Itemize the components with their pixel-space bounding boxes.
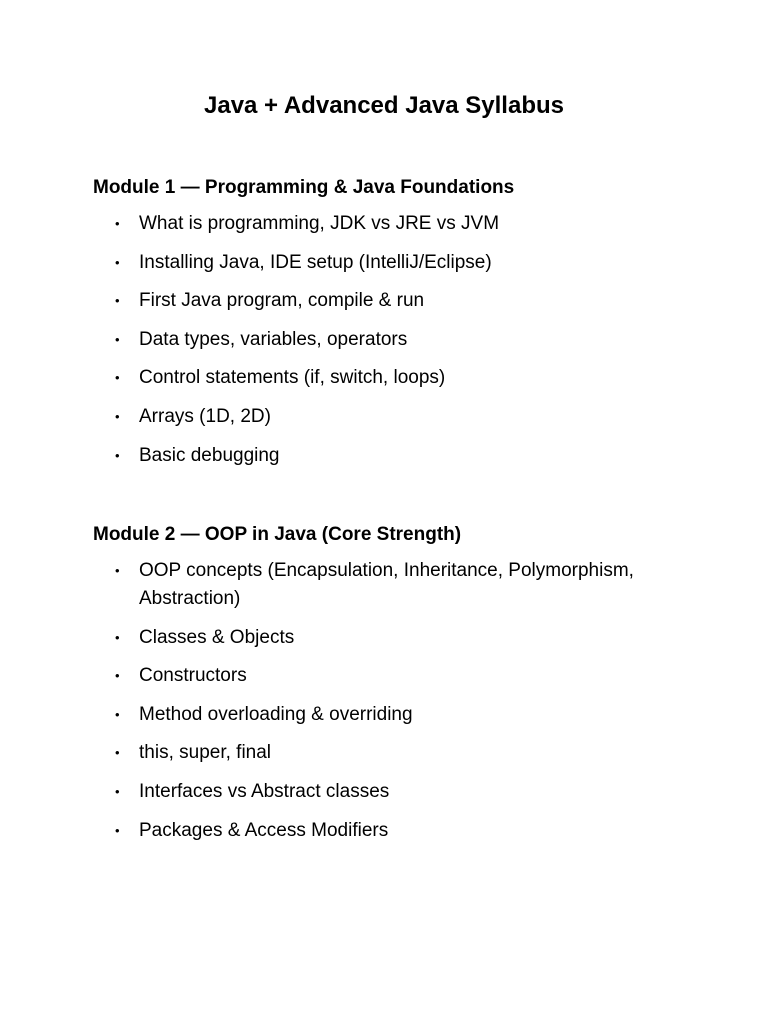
bullet-icon: • <box>115 254 120 270</box>
module-heading: Module 1 — Programming & Java Foundations <box>93 177 515 198</box>
document-title: Java + Advanced Java Syllabus <box>204 92 564 119</box>
topic-item <box>93 701 713 729</box>
topic-item <box>93 662 713 690</box>
topic-text: Constructors <box>139 665 247 687</box>
topic-text: Basic debugging <box>139 444 280 466</box>
bullet-icon: • <box>115 408 120 424</box>
topic-item <box>93 249 713 277</box>
topic-item <box>93 778 713 806</box>
topic-list <box>93 557 713 845</box>
bullet-icon: • <box>115 706 120 722</box>
topic-item <box>93 210 713 238</box>
topic-text: Data types, variables, operators <box>139 328 408 350</box>
topic-item <box>93 287 713 315</box>
module-2-section <box>93 519 713 855</box>
topic-text: this, super, final <box>139 742 272 764</box>
topic-item <box>93 739 713 767</box>
module-heading: Module 2 — OOP in Java (Core Strength) <box>93 524 462 545</box>
topic-text: First Java program, compile & run <box>139 290 425 312</box>
topic-text: Classes & Objects <box>139 626 295 648</box>
bullet-icon: • <box>115 331 120 347</box>
topic-text: OOP concepts (Encapsulation, Inheritance, Polymorphism, Abstraction) <box>139 560 634 609</box>
bullet-icon: • <box>115 745 120 761</box>
bullet-icon: • <box>115 370 120 386</box>
module-1-section <box>93 172 713 480</box>
topic-text: Control statements (if, switch, loops) <box>139 367 446 389</box>
bullet-icon: • <box>115 822 120 838</box>
topic-item <box>93 442 713 470</box>
topic-text: Installing Java, IDE setup (IntelliJ/Eclipse) <box>139 251 492 273</box>
bullet-icon: • <box>115 783 120 799</box>
topic-item <box>93 364 713 392</box>
topic-item <box>93 817 713 845</box>
topic-text: Method overloading & overriding <box>139 703 413 725</box>
bullet-icon: • <box>115 293 120 309</box>
topic-text: Arrays (1D, 2D) <box>139 405 271 427</box>
topic-item <box>93 624 713 652</box>
topic-text: What is programming, JDK vs JRE vs JVM <box>139 213 500 234</box>
topic-list <box>93 210 713 470</box>
bullet-icon: • <box>115 447 120 463</box>
bullet-icon: • <box>115 216 120 231</box>
bullet-icon: • <box>115 629 120 645</box>
bullet-icon: • <box>115 563 120 578</box>
topic-item <box>93 557 713 613</box>
topic-text: Interfaces vs Abstract classes <box>139 780 390 802</box>
topic-item <box>93 403 713 431</box>
topic-item <box>93 326 713 354</box>
bullet-icon: • <box>115 668 120 684</box>
topic-text: Packages & Access Modifiers <box>139 819 389 841</box>
